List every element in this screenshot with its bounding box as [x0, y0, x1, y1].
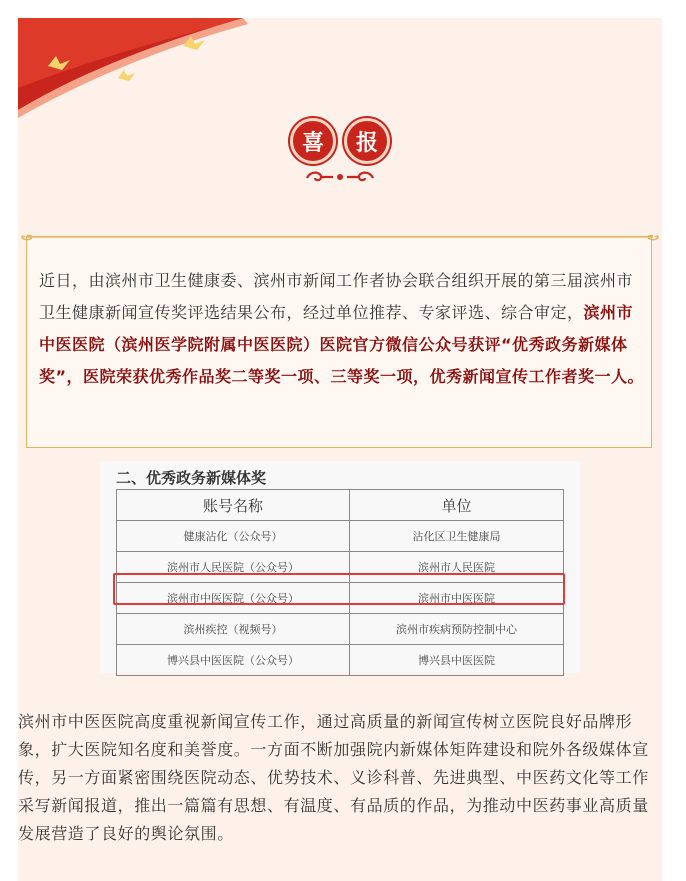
- cell-unit: 滨州市中医医院: [349, 583, 563, 614]
- cell-account: 博兴县中医医院（公众号）: [117, 645, 350, 676]
- intro-paragraph: [39, 265, 645, 393]
- cell-account: 滨州市中医医院（公众号）: [117, 583, 350, 614]
- cell-account: 健康沾化（公众号）: [117, 521, 350, 552]
- cell-unit: 滨州市人民医院: [349, 552, 563, 583]
- intro-plain-text: 近日，由滨州市卫生健康委、滨州市新闻工作者协会联合组织开展的第三届滨州市卫生健康新闻宣传奖评选结果公布，经过单位推荐、专家评选、综合审定，: [39, 271, 634, 322]
- table-row: [117, 645, 564, 676]
- table-row: [117, 521, 564, 552]
- intro-frame: [26, 236, 652, 448]
- award-list-image: [100, 461, 580, 673]
- table-row: [117, 614, 564, 645]
- cell-unit: 沾化区卫生健康局: [349, 521, 563, 552]
- red-flag-decoration: [18, 18, 248, 118]
- cell-account: 滨州疾控（视频号）: [117, 614, 350, 645]
- cell-account: 滨州市人民医院（公众号）: [117, 552, 350, 583]
- badge-char-xi: 喜: [290, 118, 336, 164]
- header-account: 账号名称: [117, 490, 350, 521]
- cell-unit: 滨州市疾病预防控制中心: [349, 614, 563, 645]
- frame-ornament-top: [19, 233, 661, 241]
- table-header-row: [117, 490, 564, 521]
- badge-char-bao: 报: [344, 118, 390, 164]
- auspicious-cloud-icon: [303, 168, 377, 184]
- header-unit: 单位: [349, 490, 563, 521]
- article-panel: [18, 18, 662, 881]
- table-caption: 二、优秀政务新媒体奖: [116, 469, 267, 487]
- highlight-box: [113, 573, 565, 605]
- good-news-badge: [18, 118, 662, 164]
- intro-bold-text: 滨州市中医医院（滨州医学院附属中医医院）医院官方微信公众号获评“优秀政务新媒体奖”，医院荣获优秀作品奖二等奖一项、三等奖一项，优秀新闻宣传工作者奖一人。: [39, 303, 645, 386]
- cell-unit: 博兴县中医医院: [349, 645, 563, 676]
- body-paragraph: 滨州市中医医院高度重视新闻宣传工作，通过高质量的新闻宣传树立医院良好品牌形象，扩大医院知名度和美誉度。一方面不断加强院内新媒体矩阵建设和院外各级媒体宣传，另一方面紧密围绕医院动态、优势技术、义诊科普、先进典型、中医药文化等工作采写新闻报道，推出一篇篇有思想、有温度、有品质的作品，为推动中医药事业高质量发展营造了良好的舆论氛围。: [18, 712, 649, 843]
